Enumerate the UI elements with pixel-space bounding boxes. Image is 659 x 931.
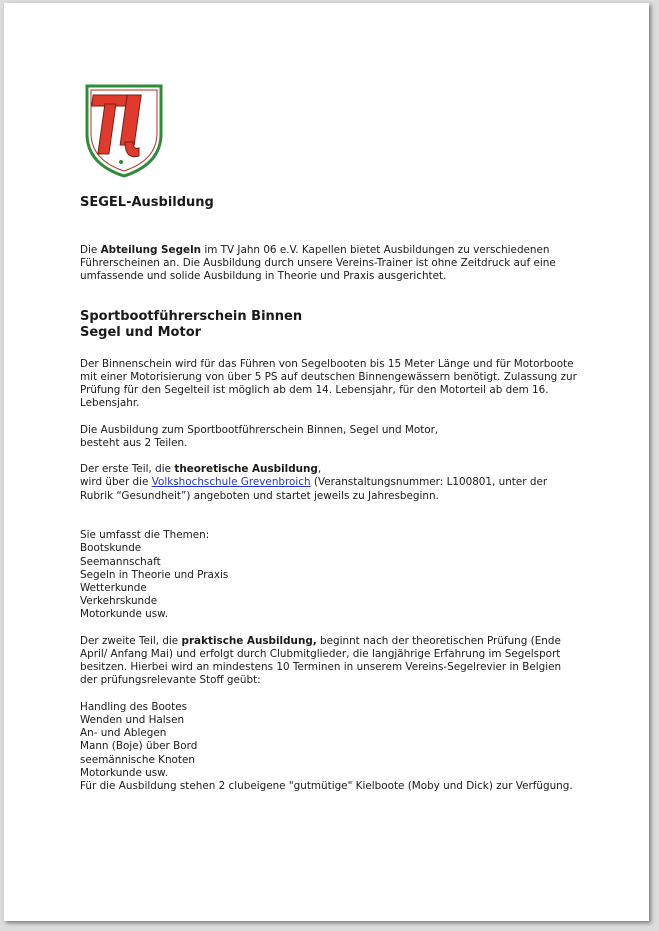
list-item: Wetterkunde bbox=[80, 582, 147, 595]
intro-bold: Abteilung Segeln bbox=[100, 244, 202, 256]
document-content bbox=[80, 195, 580, 793]
theory-text-end: (Veranstaltungsnummer: L100801, unter der Rubrik “Gesundheit”) angeboten und startet jeweils zu Jahresbeginn. bbox=[80, 476, 548, 502]
club-logo bbox=[81, 82, 166, 178]
list-item: An- und Ablegen bbox=[80, 727, 167, 740]
section-heading bbox=[80, 309, 580, 342]
ausbildung-paragraph bbox=[80, 424, 580, 450]
practice-text-start: Der zweite Teil, die bbox=[80, 634, 182, 647]
ausbildung-line1: Die Ausbildung zum Sportbootführerschein Binnen, Segel und Motor, bbox=[80, 423, 439, 436]
list-item: Motorkunde usw. bbox=[80, 766, 169, 779]
list-item: Motorkunde usw. bbox=[80, 608, 169, 621]
list-item: Verkehrskunde bbox=[80, 595, 158, 608]
practice-text-end: beginnt nach der theoretischen Prüfung (Ende April/ Anfang Mai) und erfolgt durch Clubmitglieder, die langjährige Erfahrung im Segelsport besitzen. Hierbei wird an mindestens 10 Terminen in unserem Vereins-Segelrevier in Belgien der prüfungsrelevante Stoff geübt: bbox=[80, 634, 562, 687]
theory-text-start: Der erste Teil, die bbox=[80, 463, 175, 476]
page-title: SEGEL-Ausbildung bbox=[80, 195, 214, 210]
practice-list bbox=[80, 701, 580, 780]
list-item: Bootskunde bbox=[80, 542, 142, 555]
list-item: Handling des Bootes bbox=[80, 700, 188, 713]
intro-text-end: im TV Jahn 06 e.V. Kapellen bietet Ausbildungen zu verschiedenen Führerscheinen an. Die Ausbildung durch unsere Vereins-Trainer ist ohne Zeitdruck auf eine umfassende und solide Ausbildung in Theorie und Praxis ausgerichtet. bbox=[80, 244, 556, 283]
theory-paragraph bbox=[80, 463, 580, 503]
theory-bold: theoretische Ausbildung bbox=[174, 463, 318, 476]
intro-text-start: Die bbox=[80, 244, 101, 256]
theory-line1 bbox=[80, 463, 580, 476]
section-heading-line2: Segel und Motor bbox=[80, 325, 202, 341]
theory-comma: , bbox=[317, 463, 322, 476]
binnenschein-paragraph: Der Binnenschein wird für das Führen von Segelbooten bis 15 Meter Länge und für Motorboote mit einer Motorisierung von über 5 PS auf deutschen Binnengewässern benötigt. Zulassung zur Prüfung für den Segelteil ist möglich ab dem 14. Lebensjahr, für den Motorteil ab dem 16. Lebensjahr. bbox=[80, 357, 577, 410]
document-page bbox=[4, 3, 649, 921]
theory-text-mid: wird über die bbox=[80, 476, 152, 489]
list-item: seemännische Knoten bbox=[80, 753, 195, 766]
list-item: Wenden und Halsen bbox=[80, 714, 185, 727]
ausbildung-line2: besteht aus 2 Teilen. bbox=[80, 436, 188, 449]
intro-paragraph bbox=[80, 244, 580, 284]
practice-paragraph bbox=[80, 635, 580, 688]
vhs-link[interactable]: Volkshochschule Grevenbroich bbox=[151, 476, 311, 489]
list-item: Segeln in Theorie und Praxis bbox=[80, 568, 229, 581]
list-item: Seemannschaft bbox=[80, 555, 161, 568]
list-item: Mann (Boje) über Bord bbox=[80, 740, 198, 753]
closing-paragraph: Für die Ausbildung stehen 2 clubeigene "gutmütige" Kielboote (Moby und Dick) zur Verfügung. bbox=[80, 780, 573, 793]
themes-list bbox=[80, 542, 580, 621]
themes-intro: Sie umfasst die Themen: bbox=[80, 529, 210, 542]
practice-bold: praktische Ausbildung, bbox=[181, 634, 317, 647]
section-heading-line1: Sportbootführerschein Binnen bbox=[80, 308, 303, 324]
